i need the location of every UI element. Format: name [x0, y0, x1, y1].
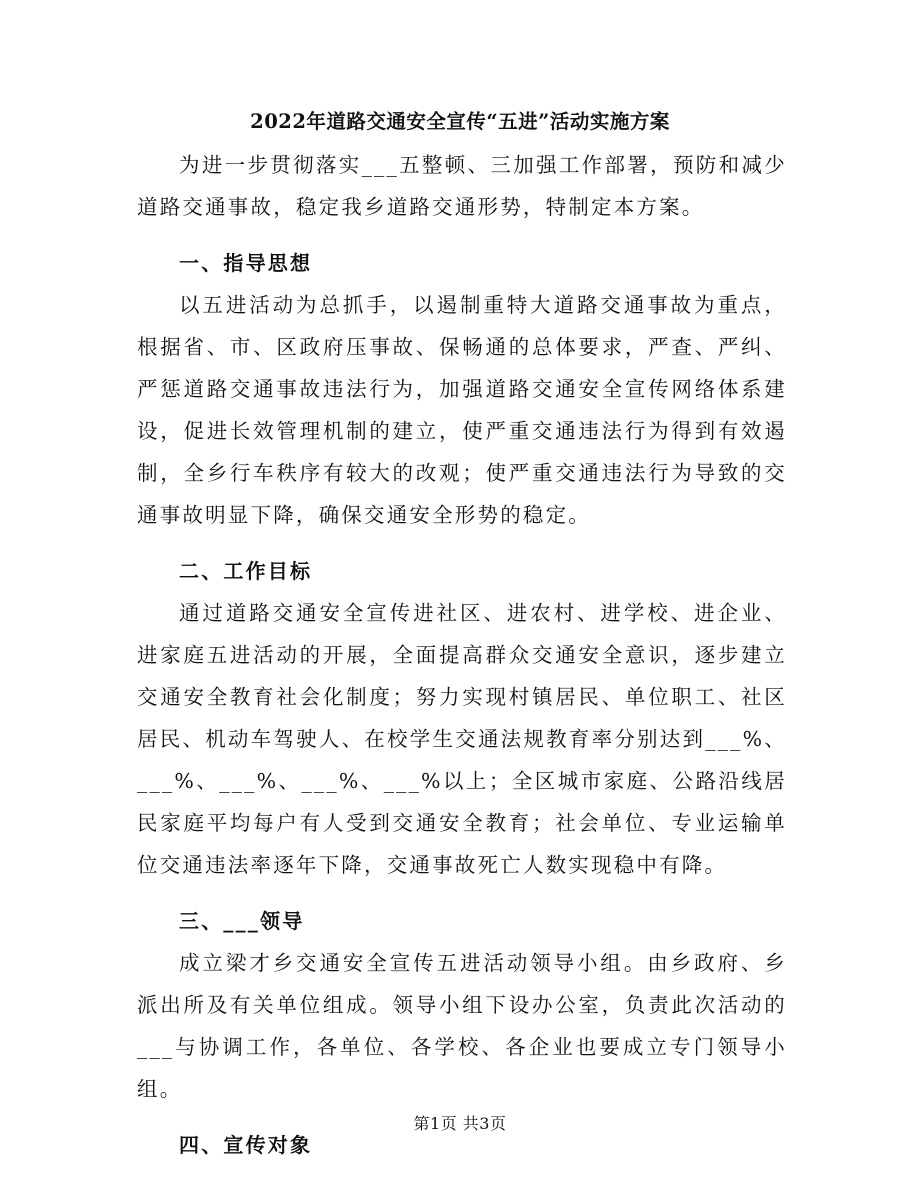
section-heading-leadership: 三、___领导: [179, 909, 305, 933]
section-paragraph-leadership: 成立梁才乡交通安全宣传五进活动领导小组。由乡政府、乡派出所及有关单位组成。领导小组下设办公室，负责此次活动的___与协调工作，各单位、各学校、各企业也要成立专门领导小组。: [137, 951, 787, 1101]
section-heading-guiding-ideology: 一、指导思想: [179, 251, 313, 275]
section-heading-publicity-targets: 四、宣传对象: [179, 1133, 313, 1157]
section-heading-work-goals: 二、工作目标: [179, 559, 313, 583]
section-paragraph-work-goals: 通过道路交通安全宣传进社区、进农村、进学校、进企业、进家庭五进活动的开展，全面提高群众交通安全意识，逐步建立交通安全教育社会化制度；努力实现村镇居民、单位职工、社区居民、机动车驾驶人、在校学生交通法规教育率分别达到___%、___%、___%、___%、___%以上；全区城市家庭、公路沿线居民家庭平均每户有人受到交通安全教育；社会单位、专业运输单位交通违法率逐年下降，交通事故死亡人数实现稳中有降。: [137, 601, 787, 877]
page-number-footer: 第1页 共3页: [413, 1114, 507, 1133]
intro-paragraph: 为进一步贯彻落实___五整顿、三加强工作部署，预防和减少道路交通事故，稳定我乡道路交通形势，特制定本方案。: [137, 153, 787, 219]
section-paragraph-guiding-ideology: 以五进活动为总抓手，以遏制重特大道路交通事故为重点，根据省、市、区政府压事故、保畅通的总体要求，严查、严纠、严惩道路交通事故违法行为，加强道路交通安全宣传网络体系建设，促进长效管理机制的建立，使严重交通违法行为得到有效遏制，全乡行车秩序有较大的改观；使严重交通违法行为导致的交通事故明显下降，确保交通安全形势的稳定。: [137, 293, 787, 527]
document-body: [137, 144, 787, 1166]
document-title: 2022年道路交通安全宣传“五进”活动实施方案: [250, 110, 670, 133]
